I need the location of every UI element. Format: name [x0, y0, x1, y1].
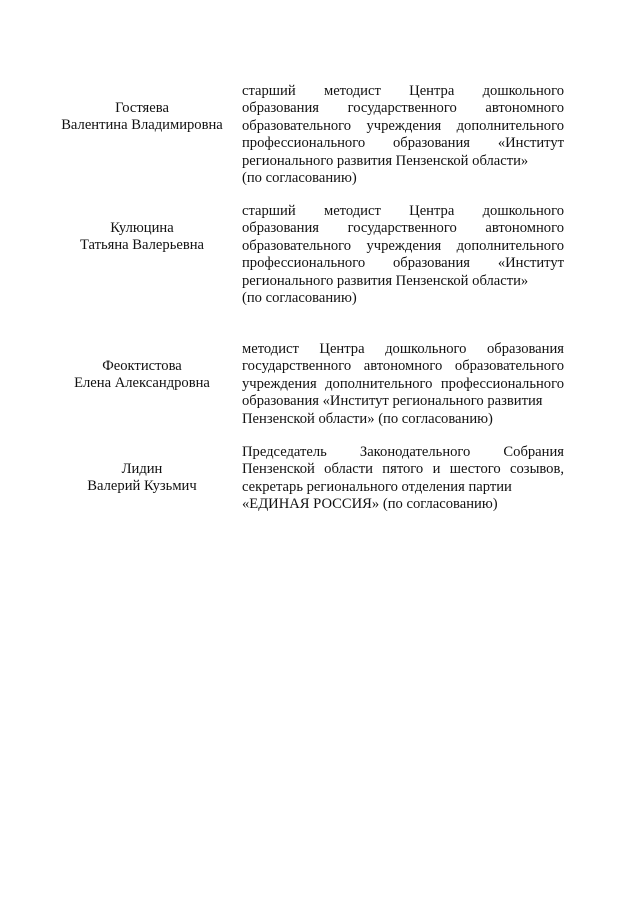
position-note: Пензенской области» (по согласованию) — [242, 410, 493, 427]
person-given-names: Елена Александровна — [74, 375, 210, 392]
person-name — [52, 100, 232, 135]
person-position — [242, 203, 564, 307]
person-name — [52, 461, 232, 496]
person-surname: Лидин — [121, 461, 163, 477]
person-surname: Феоктистова — [102, 358, 182, 374]
person-name — [52, 358, 232, 393]
position-text: Председатель Законодательного Собрания Пензенской области пятого и шестого созывов, секретарь регионального отделения партии — [242, 444, 564, 495]
position-text: старший методист Центра дошкольного образования государственного автономного образовательного учреждения дополнительного профессионального образования «Институт регионального развития Пензенской области» — [242, 203, 564, 289]
position-text: методист Центра дошкольного образования государственного автономного образовательного учреждения дополнительного профессионального образования «Институт регионального развития — [242, 341, 564, 410]
person-surname: Гостяева — [115, 100, 169, 116]
person-position — [242, 83, 564, 187]
person-given-names: Валентина Владимировна — [61, 117, 223, 134]
person-position — [242, 341, 564, 428]
position-text: старший методист Центра дошкольного образования государственного автономного образовательного учреждения дополнительного профессионального образования «Институт регионального развития Пензенской области» — [242, 83, 564, 169]
person-surname: Кулюцина — [110, 220, 174, 236]
person-given-names: Валерий Кузьмич — [87, 478, 197, 495]
position-note: (по согласованию) — [242, 290, 357, 307]
person-name — [52, 220, 232, 255]
position-note: «ЕДИНАЯ РОССИЯ» (по согласованию) — [242, 496, 498, 513]
position-note: (по согласованию) — [242, 170, 357, 187]
person-position — [242, 444, 564, 514]
person-given-names: Татьяна Валерьевна — [79, 237, 205, 254]
